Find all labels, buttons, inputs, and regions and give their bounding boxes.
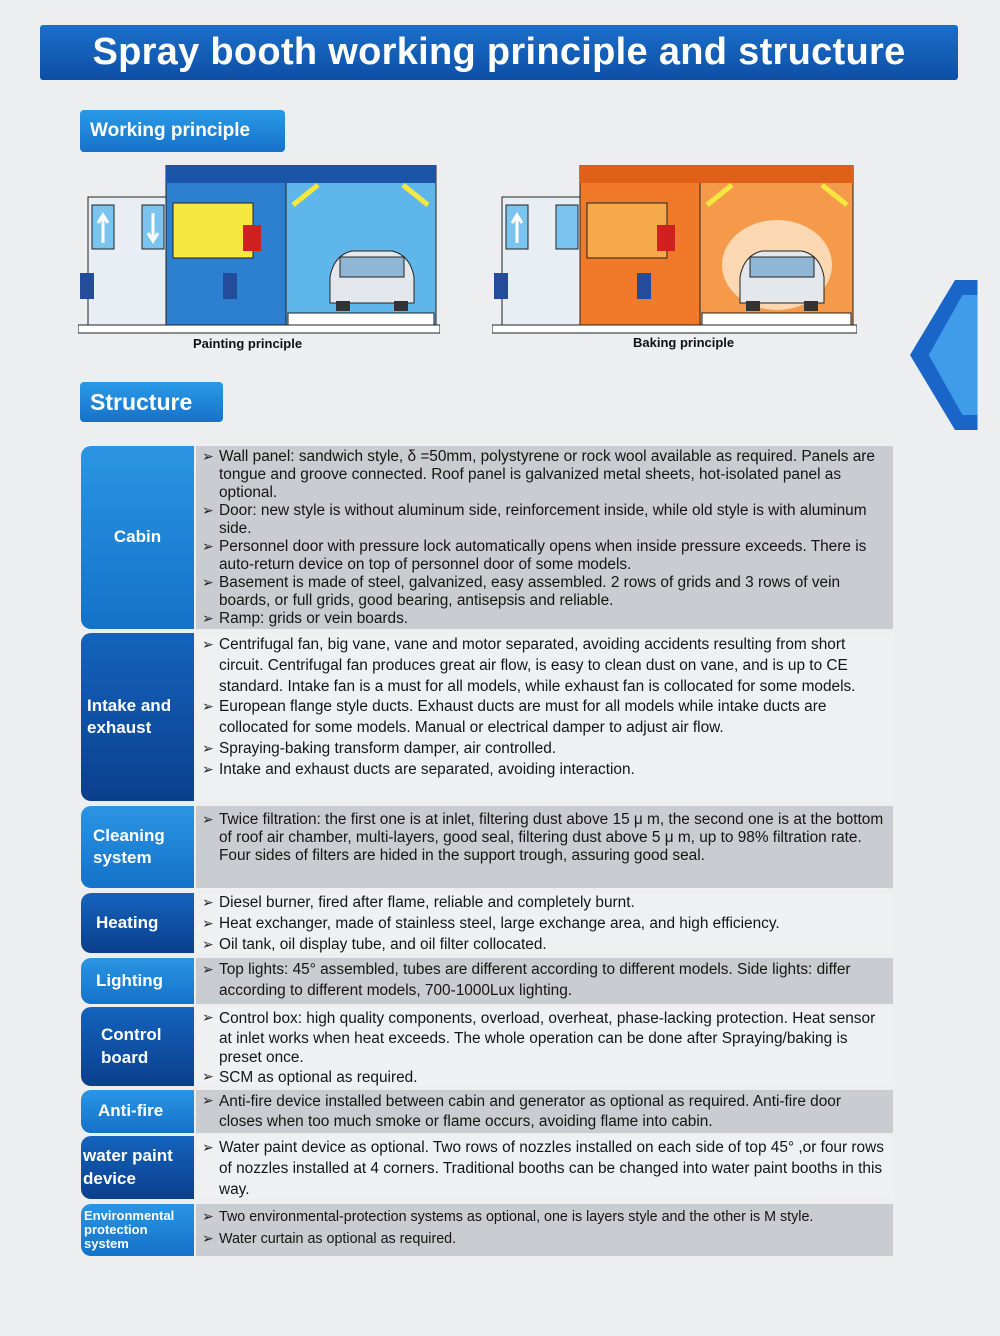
structure-row-anti-fire: [81, 1090, 893, 1133]
page-title: Spray booth working principle and structure: [40, 25, 958, 80]
painting-principle-diagram: [78, 165, 440, 335]
row-body: [196, 446, 893, 629]
list-item: ➢ Basement is made of steel, galvanized, easy assembled. 2 rows of grids and 3 rows of vein boards, or full grids, good bearing, antisepsis and reliable.: [202, 574, 887, 610]
list-item: ➢ Ramp: grids or vein boards.: [202, 610, 887, 628]
list-item: ➢ Top lights: 45° assembled, tubes are different according to different models. Side lights: differ according to different models, 700-1000Lux lighting.: [202, 960, 887, 1002]
row-label: water paint device: [81, 1136, 194, 1199]
list-item: ➢ European flange style ducts. Exhaust ducts are must for all models while intake ducts are collocated for some models. Manual or electrical damper to adjust air flow.: [202, 697, 887, 739]
row-body: [196, 1136, 893, 1199]
list-item: ➢ Water paint device as optional. Two rows of nozzles installed on each side of top 45° ,or four rows of nozzles installed at 4 corners. Traditional booths can be changed into water paint booths in this way.: [202, 1138, 887, 1200]
baking-caption: Baking principle: [633, 335, 735, 350]
row-body: [196, 1007, 893, 1086]
row-body: [196, 958, 893, 1004]
row-label: Cleaning system: [81, 806, 194, 888]
structure-heading: Structure: [80, 382, 223, 422]
list-item: ➢ Oil tank, oil display tube, and oil filter collocated.: [202, 935, 887, 956]
structure-row-intake-exhaust: [81, 633, 893, 801]
list-item: ➢ Diesel burner, fired after flame, reliable and completely burnt.: [202, 893, 887, 914]
list-item: ➢ Wall panel: sandwich style, δ =50mm, polystyrene or rock wool available as required. Panels are tongue and groove connected. Roof panel is galvanized metal sheets, hot-isolated panel as optional.: [202, 448, 887, 502]
row-label: Heating: [81, 893, 194, 953]
list-item: ➢ Intake and exhaust ducts are separated, avoiding interaction.: [202, 760, 887, 781]
structure-row-water-paint: [81, 1136, 893, 1199]
list-item: ➢ Twice filtration: the first one is at inlet, filtering dust above 15 μ m, the second one is at the bottom of roof air chamber, multi-layers, good seal, filtering dust above 5 μ m, up to 98% filtration rate. Four sides of filters are hided in the support trough, assuring good seal.: [202, 811, 887, 865]
row-body: [196, 893, 893, 953]
row-body: [196, 806, 893, 888]
list-item: ➢ Anti-fire device installed between cabin and generator as optional as required. Anti-fire door closes when too much smoke or flame occurs, avoiding flame into cabin.: [202, 1092, 887, 1131]
row-label: Anti-fire: [81, 1090, 194, 1133]
list-item: ➢ Control box: high quality components, overload, overheat, phase-lacking protection. Heat sensor at inlet works when heat exceeds. The whole operation can be done after Spraying/baking is preset once.: [202, 1009, 887, 1068]
row-label: Environmental protection system: [81, 1204, 194, 1256]
list-item: ➢ Spraying-baking transform damper, air controlled.: [202, 739, 887, 760]
list-item: ➢ Door: new style is without aluminum side, reinforcement inside, while old style is with aluminum side.: [202, 502, 887, 538]
structure-row-heating: [81, 893, 893, 953]
list-item: ➢ Water curtain as optional as required.: [202, 1228, 887, 1250]
structure-row-cleaning: [81, 806, 893, 888]
structure-row-cabin: [81, 446, 893, 629]
list-item: ➢ Centrifugal fan, big vane, vane and motor separated, avoiding accidents resulting from short circuit. Centrifugal fan produces great air flow, is easy to clean dust on vane, and is up to CE standard. Intake fan is a must for all models, while exhaust fan is collocated for some models.: [202, 635, 887, 697]
list-item: ➢ Heat exchanger, made of stainless steel, large exchange area, and high efficiency.: [202, 914, 887, 935]
row-body: [196, 1204, 893, 1256]
row-label: Lighting: [81, 958, 194, 1004]
structure-row-lighting: [81, 958, 893, 1004]
structure-row-control-board: [81, 1007, 893, 1086]
list-item: ➢ Personnel door with pressure lock automatically opens when inside pressure exceeds. There is auto-return device on top of personnel door of some models.: [202, 538, 887, 574]
working-principle-heading: Working principle: [80, 110, 285, 152]
painting-caption: Painting principle: [193, 336, 303, 351]
baking-principle-diagram: [492, 165, 857, 335]
row-body: [196, 633, 893, 801]
row-label: Cabin: [81, 446, 194, 629]
structure-row-environmental: [81, 1204, 893, 1256]
row-label: Intake and exhaust: [81, 633, 194, 801]
list-item: ➢ Two environmental-protection systems as optional, one is layers style and the other is M style.: [202, 1206, 887, 1228]
row-body: [196, 1090, 893, 1133]
decorative-chevron: [910, 255, 1000, 455]
list-item: ➢ SCM as optional as required.: [202, 1068, 887, 1088]
row-label: Control board: [81, 1007, 194, 1086]
